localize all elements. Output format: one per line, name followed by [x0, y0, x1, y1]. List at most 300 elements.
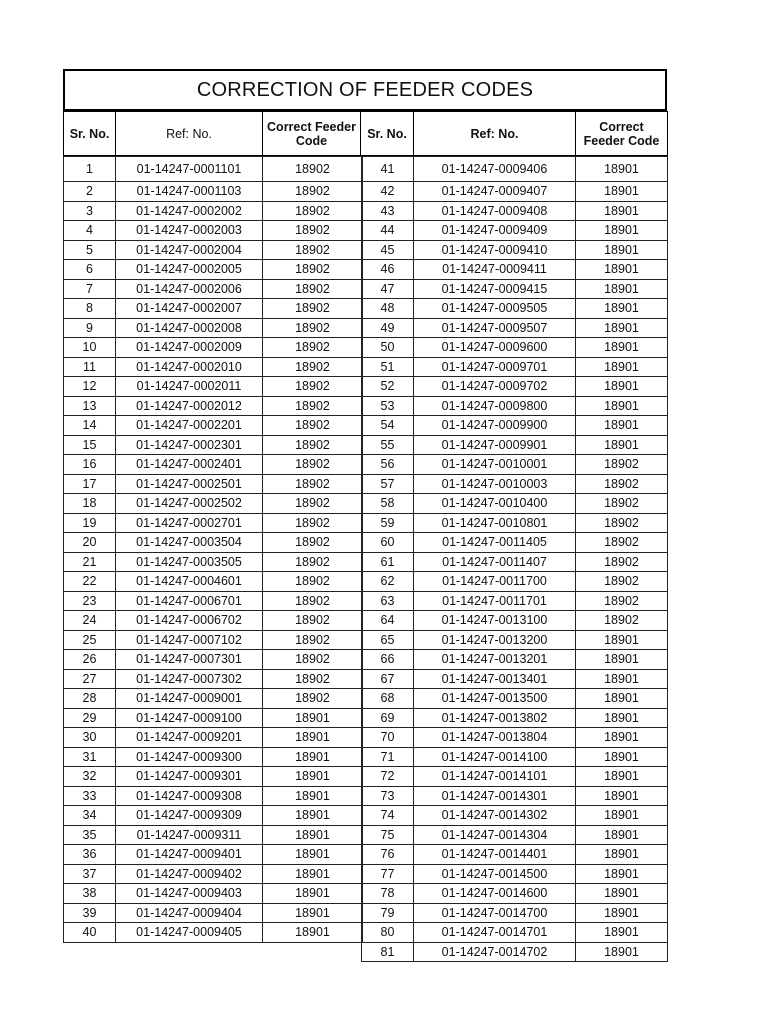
- table-row: [362, 767, 668, 787]
- feeder-code-cell: 18901: [576, 825, 668, 845]
- ref-no-cell: 01-14247-0014401: [414, 845, 576, 865]
- table-row: [362, 201, 668, 221]
- feeder-code-cell: 18902: [263, 221, 363, 241]
- sr-no-cell: 28: [64, 689, 116, 709]
- table-row: [362, 455, 668, 475]
- ref-no-cell: 01-14247-0002007: [116, 299, 263, 319]
- table-row: [64, 767, 363, 787]
- feeder-code-cell: 18901: [576, 299, 668, 319]
- feeder-code-cell: 18901: [576, 377, 668, 397]
- table-row: [362, 260, 668, 280]
- table-row: [64, 903, 363, 923]
- sr-no-cell: 50: [362, 338, 414, 358]
- feeder-code-cell: 18902: [263, 533, 363, 553]
- feeder-code-cell: 18901: [576, 279, 668, 299]
- feeder-code-cell: 18901: [576, 435, 668, 455]
- sr-no-cell: 41: [362, 157, 414, 182]
- sr-no-cell: 54: [362, 416, 414, 436]
- table-row: [64, 338, 363, 358]
- table-row: [362, 786, 668, 806]
- feeder-code-cell: 18902: [263, 279, 363, 299]
- sr-no-cell: 8: [64, 299, 116, 319]
- feeder-code-cell: 18902: [263, 494, 363, 514]
- sr-no-cell: 62: [362, 572, 414, 592]
- feeder-code-cell: 18901: [263, 884, 363, 904]
- sr-no-cell: 20: [64, 533, 116, 553]
- feeder-code-cell: 18901: [576, 689, 668, 709]
- table-row: [362, 416, 668, 436]
- header-sr-no-left: Sr. No.: [64, 112, 116, 156]
- feeder-code-cell: 18901: [576, 357, 668, 377]
- sr-no-cell: 6: [64, 260, 116, 280]
- feeder-code-cell: 18902: [263, 377, 363, 397]
- feeder-code-cell: 18902: [263, 396, 363, 416]
- sr-no-cell: 63: [362, 591, 414, 611]
- feeder-code-cell: 18901: [263, 903, 363, 923]
- table-row: [64, 318, 363, 338]
- ref-no-cell: 01-14247-0009800: [414, 396, 576, 416]
- sr-no-cell: 48: [362, 299, 414, 319]
- table-row: [362, 923, 668, 943]
- ref-no-cell: 01-14247-0007301: [116, 650, 263, 670]
- feeder-code-cell: 18901: [576, 338, 668, 358]
- ref-no-cell: 01-14247-0009401: [116, 845, 263, 865]
- ref-no-cell: 01-14247-0002011: [116, 377, 263, 397]
- feeder-code-cell: 18902: [263, 157, 363, 182]
- table-row: [362, 747, 668, 767]
- sr-no-cell: 9: [64, 318, 116, 338]
- sr-no-cell: 14: [64, 416, 116, 436]
- sr-no-cell: 21: [64, 552, 116, 572]
- sr-no-cell: 29: [64, 708, 116, 728]
- table-row: [64, 806, 363, 826]
- feeder-code-cell: 18902: [263, 435, 363, 455]
- table-row: [64, 513, 363, 533]
- sr-no-cell: 1: [64, 157, 116, 182]
- feeder-code-cell: 18901: [576, 416, 668, 436]
- sr-no-cell: 5: [64, 240, 116, 260]
- sr-no-cell: 26: [64, 650, 116, 670]
- table-row: [362, 630, 668, 650]
- sr-no-cell: 2: [64, 182, 116, 202]
- sr-no-cell: 55: [362, 435, 414, 455]
- sr-no-cell: 56: [362, 455, 414, 475]
- table-row: [362, 182, 668, 202]
- table-row: [64, 357, 363, 377]
- table-row: [64, 845, 363, 865]
- ref-no-cell: 01-14247-0013201: [414, 650, 576, 670]
- table-row: [362, 806, 668, 826]
- table-row: [362, 942, 668, 962]
- sr-no-cell: 47: [362, 279, 414, 299]
- feeder-code-cell: 18901: [576, 864, 668, 884]
- ref-no-cell: 01-14247-0009311: [116, 825, 263, 845]
- table-row: [362, 903, 668, 923]
- ref-no-cell: 01-14247-0014700: [414, 903, 576, 923]
- ref-no-cell: 01-14247-0002005: [116, 260, 263, 280]
- sr-no-cell: 24: [64, 611, 116, 631]
- feeder-code-cell: 18901: [576, 182, 668, 202]
- table-row: [64, 533, 363, 553]
- ref-no-cell: 01-14247-0004601: [116, 572, 263, 592]
- ref-no-cell: 01-14247-0014101: [414, 767, 576, 787]
- ref-no-cell: 01-14247-0011701: [414, 591, 576, 611]
- sr-no-cell: 74: [362, 806, 414, 826]
- table-row: [362, 650, 668, 670]
- feeder-code-cell: 18901: [576, 942, 668, 962]
- sr-no-cell: 71: [362, 747, 414, 767]
- feeder-code-cell: 18902: [576, 455, 668, 475]
- feeder-code-cell: 18901: [576, 884, 668, 904]
- table-row: [362, 299, 668, 319]
- feeder-code-cell: 18901: [263, 767, 363, 787]
- feeder-code-cell: 18902: [263, 299, 363, 319]
- sr-no-cell: 36: [64, 845, 116, 865]
- sr-no-cell: 58: [362, 494, 414, 514]
- feeder-code-cell: 18901: [263, 923, 363, 943]
- feeder-code-cell: 18901: [263, 786, 363, 806]
- sr-no-cell: 64: [362, 611, 414, 631]
- table-row: [362, 669, 668, 689]
- feeder-code-cell: 18901: [576, 747, 668, 767]
- ref-no-cell: 01-14247-0011700: [414, 572, 576, 592]
- ref-no-cell: 01-14247-0014702: [414, 942, 576, 962]
- feeder-code-cell: 18902: [576, 533, 668, 553]
- sr-no-cell: 68: [362, 689, 414, 709]
- feeder-code-cell: 18901: [576, 260, 668, 280]
- feeder-code-cell: 18901: [576, 669, 668, 689]
- feeder-code-sheet: [63, 69, 667, 959]
- table-row: [64, 299, 363, 319]
- ref-no-cell: 01-14247-0009409: [414, 221, 576, 241]
- ref-no-cell: 01-14247-0009701: [414, 357, 576, 377]
- sr-no-cell: 11: [64, 357, 116, 377]
- feeder-code-cell: 18902: [263, 572, 363, 592]
- ref-no-cell: 01-14247-0006702: [116, 611, 263, 631]
- feeder-code-cell: 18901: [576, 157, 668, 182]
- ref-no-cell: 01-14247-0002301: [116, 435, 263, 455]
- left-column-table: [63, 156, 363, 943]
- feeder-code-cell: 18901: [576, 767, 668, 787]
- ref-no-cell: 01-14247-0002010: [116, 357, 263, 377]
- table-row: [64, 708, 363, 728]
- ref-no-cell: 01-14247-0013804: [414, 728, 576, 748]
- table-row: [362, 708, 668, 728]
- sr-no-cell: 37: [64, 864, 116, 884]
- table-row: [362, 728, 668, 748]
- table-row: [362, 318, 668, 338]
- table-row: [362, 279, 668, 299]
- sr-no-cell: 75: [362, 825, 414, 845]
- sr-no-cell: 27: [64, 669, 116, 689]
- table-row: [362, 474, 668, 494]
- ref-no-cell: 01-14247-0002002: [116, 201, 263, 221]
- sr-no-cell: 22: [64, 572, 116, 592]
- sr-no-cell: 60: [362, 533, 414, 553]
- sr-no-cell: 3: [64, 201, 116, 221]
- ref-no-cell: 01-14247-0001101: [116, 157, 263, 182]
- table-row: [362, 572, 668, 592]
- table-header: [63, 111, 668, 156]
- sr-no-cell: 15: [64, 435, 116, 455]
- table-row: [362, 494, 668, 514]
- ref-no-cell: 01-14247-0001103: [116, 182, 263, 202]
- feeder-code-cell: 18902: [263, 552, 363, 572]
- table-row: [362, 884, 668, 904]
- ref-no-cell: 01-14247-0009405: [116, 923, 263, 943]
- ref-no-cell: 01-14247-0009300: [116, 747, 263, 767]
- sr-no-cell: 16: [64, 455, 116, 475]
- ref-no-cell: 01-14247-0009600: [414, 338, 576, 358]
- feeder-code-cell: 18901: [263, 708, 363, 728]
- ref-no-cell: 01-14247-0006701: [116, 591, 263, 611]
- feeder-code-cell: 18902: [576, 591, 668, 611]
- ref-no-cell: 01-14247-0002012: [116, 396, 263, 416]
- feeder-code-cell: 18902: [263, 611, 363, 631]
- table-row: [64, 747, 363, 767]
- table-row: [362, 357, 668, 377]
- sr-no-cell: 33: [64, 786, 116, 806]
- sr-no-cell: 13: [64, 396, 116, 416]
- table-row: [362, 240, 668, 260]
- table-row: [362, 533, 668, 553]
- table-row: [64, 221, 363, 241]
- sr-no-cell: 79: [362, 903, 414, 923]
- table-row: [64, 416, 363, 436]
- sr-no-cell: 7: [64, 279, 116, 299]
- sr-no-cell: 51: [362, 357, 414, 377]
- sr-no-cell: 10: [64, 338, 116, 358]
- sr-no-cell: 72: [362, 767, 414, 787]
- table-row: [64, 435, 363, 455]
- sr-no-cell: 78: [362, 884, 414, 904]
- feeder-code-cell: 18902: [263, 240, 363, 260]
- feeder-code-cell: 18901: [576, 728, 668, 748]
- sr-no-cell: 4: [64, 221, 116, 241]
- ref-no-cell: 01-14247-0010400: [414, 494, 576, 514]
- sr-no-cell: 43: [362, 201, 414, 221]
- sr-no-cell: 81: [362, 942, 414, 962]
- ref-no-cell: 01-14247-0009309: [116, 806, 263, 826]
- feeder-code-cell: 18902: [576, 611, 668, 631]
- ref-no-cell: 01-14247-0014500: [414, 864, 576, 884]
- table-row: [64, 825, 363, 845]
- table-row: [64, 157, 363, 182]
- sr-no-cell: 67: [362, 669, 414, 689]
- sr-no-cell: 44: [362, 221, 414, 241]
- ref-no-cell: 01-14247-0002009: [116, 338, 263, 358]
- ref-no-cell: 01-14247-0011405: [414, 533, 576, 553]
- sr-no-cell: 57: [362, 474, 414, 494]
- table-row: [64, 864, 363, 884]
- ref-no-cell: 01-14247-0014304: [414, 825, 576, 845]
- ref-no-cell: 01-14247-0009403: [116, 884, 263, 904]
- table-row: [64, 182, 363, 202]
- sr-no-cell: 77: [362, 864, 414, 884]
- table-row: [64, 552, 363, 572]
- table-row: [64, 455, 363, 475]
- sr-no-cell: 34: [64, 806, 116, 826]
- ref-no-cell: 01-14247-0002006: [116, 279, 263, 299]
- ref-no-cell: 01-14247-0009505: [414, 299, 576, 319]
- feeder-code-cell: 18902: [263, 182, 363, 202]
- feeder-code-cell: 18901: [576, 806, 668, 826]
- ref-no-cell: 01-14247-0009901: [414, 435, 576, 455]
- header-row: [64, 112, 668, 156]
- feeder-code-cell: 18901: [263, 825, 363, 845]
- ref-no-cell: 01-14247-0002502: [116, 494, 263, 514]
- feeder-code-cell: 18901: [576, 903, 668, 923]
- table-row: [362, 513, 668, 533]
- table-row: [362, 377, 668, 397]
- ref-no-cell: 01-14247-0002401: [116, 455, 263, 475]
- sr-no-cell: 32: [64, 767, 116, 787]
- table-row: [64, 494, 363, 514]
- ref-no-cell: 01-14247-0011407: [414, 552, 576, 572]
- sr-no-cell: 25: [64, 630, 116, 650]
- ref-no-cell: 01-14247-0014301: [414, 786, 576, 806]
- header-code-right: Correct Feeder Code: [576, 112, 668, 156]
- feeder-code-cell: 18902: [263, 630, 363, 650]
- ref-no-cell: 01-14247-0007102: [116, 630, 263, 650]
- sr-no-cell: 70: [362, 728, 414, 748]
- feeder-code-cell: 18902: [263, 669, 363, 689]
- ref-no-cell: 01-14247-0009702: [414, 377, 576, 397]
- feeder-code-cell: 18901: [576, 630, 668, 650]
- feeder-code-cell: 18902: [263, 357, 363, 377]
- table-row: [64, 201, 363, 221]
- ref-no-cell: 01-14247-0009407: [414, 182, 576, 202]
- table-row: [362, 157, 668, 182]
- sr-no-cell: 73: [362, 786, 414, 806]
- feeder-code-cell: 18901: [576, 650, 668, 670]
- table-row: [362, 435, 668, 455]
- feeder-code-cell: 18902: [263, 416, 363, 436]
- ref-no-cell: 01-14247-0002501: [116, 474, 263, 494]
- feeder-code-cell: 18902: [576, 572, 668, 592]
- feeder-code-cell: 18901: [576, 845, 668, 865]
- table-row: [64, 474, 363, 494]
- ref-no-cell: 01-14247-0009402: [116, 864, 263, 884]
- sr-no-cell: 53: [362, 396, 414, 416]
- ref-no-cell: 01-14247-0014100: [414, 747, 576, 767]
- sr-no-cell: 17: [64, 474, 116, 494]
- feeder-code-cell: 18902: [263, 591, 363, 611]
- sr-no-cell: 19: [64, 513, 116, 533]
- table-row: [64, 630, 363, 650]
- ref-no-cell: 01-14247-0014600: [414, 884, 576, 904]
- sheet-title: CORRECTION OF FEEDER CODES: [63, 69, 667, 111]
- table-row: [362, 591, 668, 611]
- ref-no-cell: 01-14247-0009408: [414, 201, 576, 221]
- table-row: [362, 338, 668, 358]
- feeder-code-cell: 18902: [263, 260, 363, 280]
- ref-no-cell: 01-14247-0013100: [414, 611, 576, 631]
- feeder-code-cell: 18901: [576, 923, 668, 943]
- ref-no-cell: 01-14247-0013802: [414, 708, 576, 728]
- sr-no-cell: 23: [64, 591, 116, 611]
- feeder-code-cell: 18901: [576, 708, 668, 728]
- table-row: [64, 240, 363, 260]
- ref-no-cell: 01-14247-0009900: [414, 416, 576, 436]
- sr-no-cell: 69: [362, 708, 414, 728]
- sr-no-cell: 65: [362, 630, 414, 650]
- ref-no-cell: 01-14247-0007302: [116, 669, 263, 689]
- feeder-code-cell: 18902: [263, 474, 363, 494]
- ref-no-cell: 01-14247-0009406: [414, 157, 576, 182]
- feeder-code-cell: 18901: [263, 845, 363, 865]
- table-row: [64, 689, 363, 709]
- ref-no-cell: 01-14247-0009001: [116, 689, 263, 709]
- header-ref-no-left: Ref: No.: [116, 112, 263, 156]
- ref-no-cell: 01-14247-0010801: [414, 513, 576, 533]
- feeder-code-cell: 18902: [576, 552, 668, 572]
- table-row: [362, 396, 668, 416]
- table-row: [64, 728, 363, 748]
- feeder-code-cell: 18901: [576, 318, 668, 338]
- feeder-code-cell: 18901: [263, 864, 363, 884]
- feeder-code-cell: 18902: [576, 494, 668, 514]
- ref-no-cell: 01-14247-0010001: [414, 455, 576, 475]
- table-row: [64, 650, 363, 670]
- feeder-code-cell: 18902: [576, 513, 668, 533]
- sr-no-cell: 38: [64, 884, 116, 904]
- table-row: [64, 260, 363, 280]
- header-code-left: Correct Feeder Code: [263, 112, 361, 156]
- table-row: [64, 669, 363, 689]
- table-row: [362, 825, 668, 845]
- ref-no-cell: 01-14247-0002004: [116, 240, 263, 260]
- ref-no-cell: 01-14247-0009308: [116, 786, 263, 806]
- feeder-code-cell: 18902: [263, 650, 363, 670]
- sr-no-cell: 61: [362, 552, 414, 572]
- feeder-code-cell: 18901: [576, 221, 668, 241]
- ref-no-cell: 01-14247-0002701: [116, 513, 263, 533]
- feeder-code-cell: 18901: [576, 240, 668, 260]
- ref-no-cell: 01-14247-0002003: [116, 221, 263, 241]
- sr-no-cell: 66: [362, 650, 414, 670]
- ref-no-cell: 01-14247-0014701: [414, 923, 576, 943]
- ref-no-cell: 01-14247-0009100: [116, 708, 263, 728]
- feeder-code-cell: 18902: [263, 455, 363, 475]
- feeder-code-cell: 18901: [263, 747, 363, 767]
- table-row: [64, 377, 363, 397]
- sr-no-cell: 12: [64, 377, 116, 397]
- ref-no-cell: 01-14247-0002008: [116, 318, 263, 338]
- sr-no-cell: 39: [64, 903, 116, 923]
- feeder-code-cell: 18901: [263, 728, 363, 748]
- right-column-table: [361, 156, 668, 962]
- sr-no-cell: 46: [362, 260, 414, 280]
- feeder-code-cell: 18902: [263, 318, 363, 338]
- table-row: [362, 864, 668, 884]
- feeder-code-cell: 18901: [263, 806, 363, 826]
- table-row: [64, 279, 363, 299]
- feeder-code-cell: 18901: [576, 786, 668, 806]
- feeder-code-cell: 18901: [576, 201, 668, 221]
- ref-no-cell: 01-14247-0009507: [414, 318, 576, 338]
- table-row: [64, 591, 363, 611]
- ref-no-cell: 01-14247-0009411: [414, 260, 576, 280]
- ref-no-cell: 01-14247-0003504: [116, 533, 263, 553]
- sr-no-cell: 42: [362, 182, 414, 202]
- ref-no-cell: 01-14247-0013401: [414, 669, 576, 689]
- ref-no-cell: 01-14247-0009415: [414, 279, 576, 299]
- ref-no-cell: 01-14247-0002201: [116, 416, 263, 436]
- header-ref-no-right: Ref: No.: [414, 112, 576, 156]
- sr-no-cell: 76: [362, 845, 414, 865]
- table-row: [362, 689, 668, 709]
